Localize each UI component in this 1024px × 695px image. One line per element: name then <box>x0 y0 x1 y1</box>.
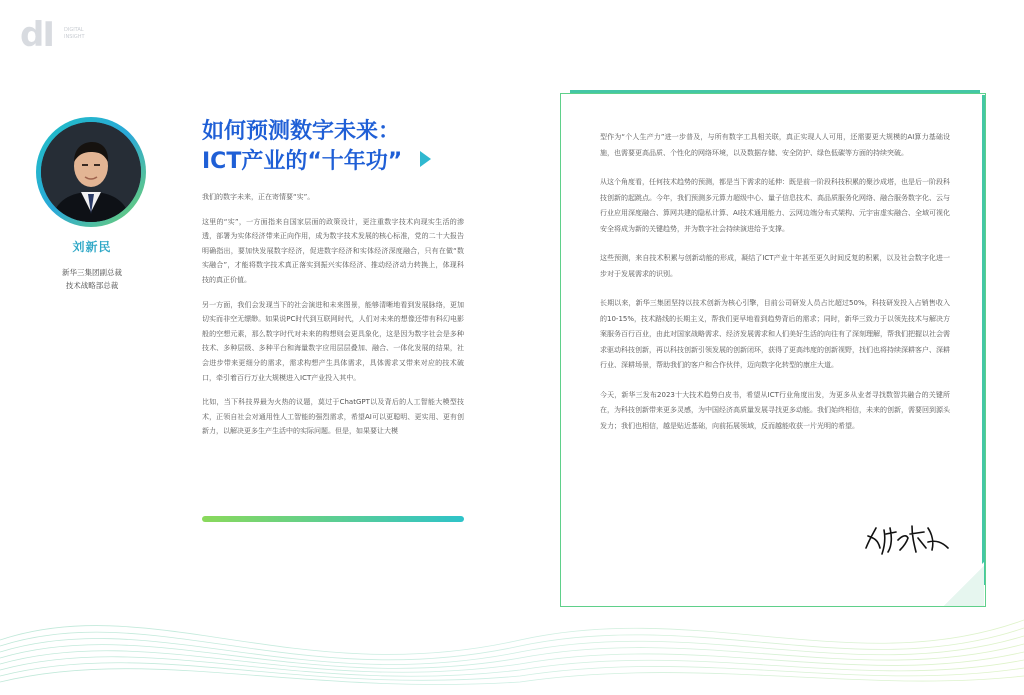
handwritten-signature <box>862 518 952 558</box>
right-paragraph: 今天，新华三发布2023十大技术趋势白皮书，希望从ICT行业角度出发，为更多从业者寻找数智共融合的关键所在，为科技创新带来更多灵感，为中国经济高质量发展寻找更多动能。我们始终相信，未来的创新，需要回到源头发力；我们也相信，越是贴近基础，向前拓展领域，反而越能收获一片光明的希望。 <box>600 390 950 430</box>
gradient-divider <box>202 516 464 522</box>
left-paragraph: 我们的数字未来，正在寄情要“实”。 <box>202 193 315 201</box>
article-title <box>202 117 402 177</box>
left-paragraph: 比如，当下科技界最为火热的议题，莫过于ChatGPT以及背后的人工智能大模型技术，正领自社会对通用性人工智能的强烈需求，希望AI可以更聪明、更实用、更有创新力，以解决更多生产生活中的实际问题。但是，如果要让大模 <box>202 398 464 436</box>
left-paragraph: 另一方面，我们会发现当下的社会演进和未来图景，能够清晰地看到发展脉络，更加切实而非空无缥缈。如果说PC时代到互联网时代，人们对未来的想像还带有科幻电影般的空想元素，那么数字时代对未来的构想则会更具象化，这是因为数字社会是多种技术、多种层级、多种平台和海量数字应用层层叠加、融合、一体化发展的结果，社会进步带来更细分的需求，需求构想产生具体需求，具体需求又带来对应的技术破口，牵引着百行万业大规模进入ICT产业投入其中。 <box>202 300 464 382</box>
left-column <box>202 190 464 449</box>
person-title-line-1: 新华三集团副总裁 <box>62 268 122 277</box>
avatar <box>41 122 141 222</box>
right-paragraph: 长期以来，新华三集团坚持以技术创新为核心引擎，目前公司研发人员占比超过50%，科技研发投入占销售收入的10-15%，技术路线的长期主义，帮我们更早地看到趋势背后的需求；同时，新华三致力于以领先技术与解决方案服务百行百业，由此对国家战略需求、经济发展需求和人们美好生活的向往有了深刻理解，帮我们把握以社会需求驱动科技创新，再以科技创新引领发展的创新闭环，获得了更高纬度的创新视野，找们也将持续深耕客户、深耕行业、深耕场景，帮助我们的客户和合作伙伴，迈向数字化转型的康庄大道。 <box>600 299 950 369</box>
play-arrow-icon <box>420 151 431 167</box>
right-paragraph: 这些预测，来自技术积累与创新动能的形成，凝结了ICT产业十年甚至更久时间反复的积累，以及社会数字化进一步对于发展需求的识别。 <box>600 254 950 278</box>
person-name: 刘新民 <box>72 240 112 254</box>
left-paragraph: 这里的“实”，一方面指来自国家层面的政策设计，更注重数字技术向现实生活的渗透，部署为实体经济带来正向作用，成为数字技术发展的核心标准，党的二十大报告明确指出，要加快发展数字经济，促进数字经济和实体经济深度融合，只有在做“数实融合”，才能将数字技术真正落实到振兴实体经济、推动经济动力转换上，体现科技的真正价值。 <box>202 217 464 284</box>
right-paragraph: 从这个角度看，任何技术趋势的预测，都是当下需求的延伸：既是前一阶段科技积累的聚沙成塔，也是后一阶段科技创新的起跳点。今年，我们预测多元算力超级中心、量子信息技术、高品质服务化网络、融合服务数字化、云与行业应用深度融合、算网共建的隐私计算、AI技术通用能力、云网边端分布式架构、元宇宙虚实融合、全域可视化安全将成为新的关键趋势，并为数字社会持续演进给予支撑。 <box>600 178 950 233</box>
logo-mark: dI <box>20 15 53 55</box>
card-right-accent <box>982 95 985 585</box>
logo-subtext: DIGITAL INSIGHT <box>64 27 85 40</box>
decorative-wave-background <box>0 580 1024 695</box>
right-column <box>600 130 950 448</box>
person-title <box>40 266 144 292</box>
article-title-line-2: ICT产业的“十年功” <box>202 149 403 174</box>
person-title-line-2: 技术战略部总裁 <box>65 281 119 290</box>
article-title-line-1: 如何预测数字未来： <box>202 119 401 144</box>
right-paragraph: 型作为“个人生产力”进一步普及，与所有数字工具相关联，真正实现人人可用，还需要更大规模的AI算力基础设施，也需要更高品质、个性化的网络环境，以及数据存储、安全防护、绿色低碳等方面的持续突破。 <box>600 133 950 157</box>
brand-logo <box>20 15 100 55</box>
